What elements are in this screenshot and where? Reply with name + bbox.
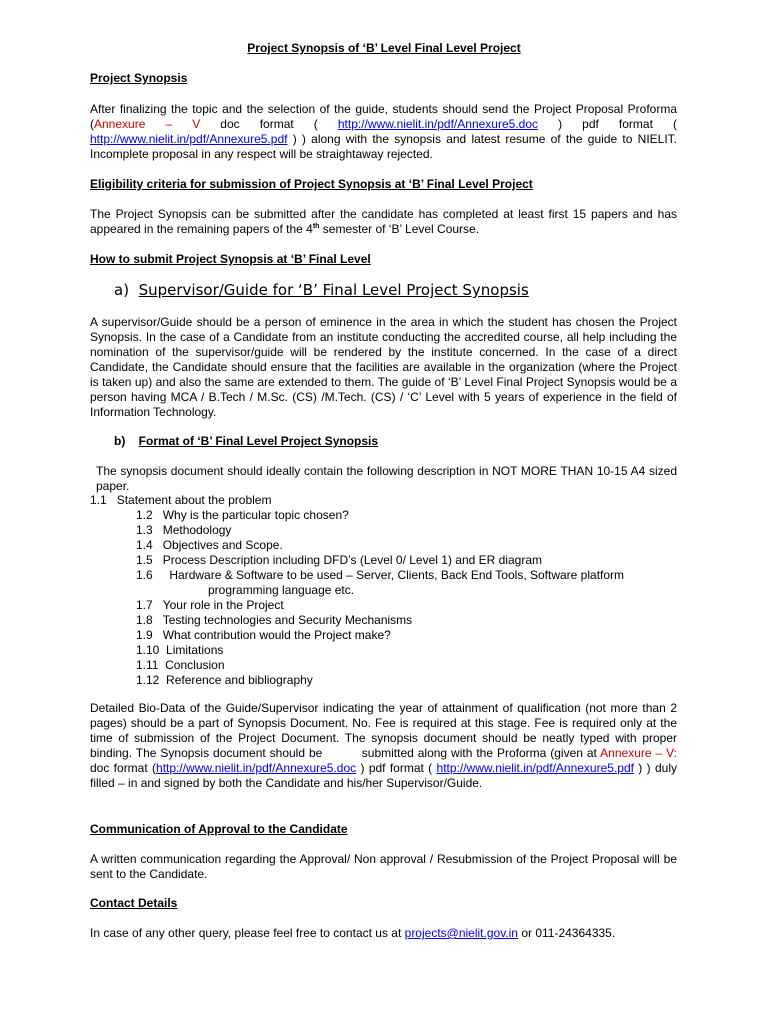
annexure-pdf-link[interactable]: http://www.nielit.in/pdf/Annexure5.pdf — [436, 761, 634, 775]
subsection-title: Format of ‘B’ Final Level Project Synopsis — [138, 434, 379, 448]
annexure-doc-link[interactable]: http://www.nielit.in/pdf/Annexure5.doc — [156, 761, 357, 775]
item-number: 1.12 — [136, 673, 160, 687]
list-item — [136, 523, 231, 538]
list-marker: b) — [114, 434, 126, 448]
item-text: Hardware & Software to be used – Server, Clients, Back End Tools, Software platform — [169, 568, 625, 582]
item-text: Conclusion — [165, 658, 225, 672]
text: doc format ( — [90, 746, 681, 775]
superscript: th — [312, 223, 320, 230]
text: ) ) duly filled – in and signed by both the Candidate and his/her Supervisor/Guide. — [90, 761, 681, 790]
item-number: 1.2 — [136, 508, 153, 522]
list-marker: a) — [114, 281, 130, 299]
annexure-label: Annexure – V — [94, 117, 201, 131]
list-item — [136, 568, 677, 583]
item-text: Testing technologies and Security Mechanisms — [162, 613, 413, 627]
section-heading-approval: Communication of Approval to the Candidate — [90, 822, 348, 836]
list-item — [136, 598, 284, 613]
annexure-doc-link[interactable]: http://www.nielit.in/pdf/Annexure5.doc — [337, 117, 538, 131]
list-item — [90, 493, 271, 508]
annexure-label: Annexure – V: — [600, 746, 677, 760]
item-text: Statement about the problem — [116, 493, 272, 507]
section-heading-contact: Contact Details — [90, 896, 178, 910]
item-number: 1.4 — [136, 538, 153, 552]
text: or 011-24364335. — [517, 926, 616, 940]
paragraph-approval: A written communication regarding the Approval/ Non approval / Resubmission of the Project Proposal will be sent to the Candidate. — [90, 852, 677, 881]
paragraph-project-proposal — [90, 102, 677, 162]
section-heading-project-synopsis: Project Synopsis — [90, 71, 188, 85]
item-number: 1.11 — [136, 658, 159, 672]
item-text: Process Description including DFD’s (Level 0/ Level 1) and ER diagram — [162, 553, 542, 567]
section-heading-eligibility: Eligibility criteria for submission of Project Synopsis at ‘B’ Final Level Project — [90, 177, 533, 191]
email-link[interactable]: projects@nielit.gov.in — [404, 926, 518, 940]
text: ) ) along with the synopsis and latest resume of the guide to NIELIT. Incomplete proposal in any respect will be straightaway rejected. — [90, 132, 677, 161]
item-number: 1.8 — [136, 613, 153, 627]
item-number: 1.5 — [136, 553, 153, 567]
list-item — [136, 508, 349, 523]
annexure-pdf-link[interactable]: http://www.nielit.in/pdf/Annexure5.pdf — [90, 132, 288, 146]
list-item — [136, 553, 542, 568]
paragraph-eligibility — [90, 207, 677, 237]
item-text: Reference and bibliography — [166, 673, 313, 687]
item-number: 1.9 — [136, 628, 153, 642]
paragraph-format-intro: The synopsis document should ideally contain the following description in NOT MORE THAN 10-15 A4 sized paper. — [96, 464, 677, 493]
item-text: Methodology — [162, 523, 232, 537]
item-number: 1.1 — [90, 493, 107, 507]
subsection-heading-format — [114, 434, 378, 449]
item-text: Limitations — [166, 643, 224, 657]
item-text: Why is the particular topic chosen? — [162, 508, 349, 522]
item-text: Objectives and Scope. — [162, 538, 283, 552]
paragraph-contact — [90, 926, 677, 941]
section-heading-how-to-submit: How to submit Project Synopsis at ‘B’ Final Level — [90, 252, 371, 266]
text: In case of any other query, please feel free to contact us at — [90, 926, 405, 940]
item-number: 1.3 — [136, 523, 153, 537]
item-text: Your role in the Project — [162, 598, 284, 612]
list-item — [136, 658, 225, 673]
text: doc format ( — [200, 117, 338, 131]
text: ) pdf format ( — [538, 117, 677, 131]
list-item — [136, 538, 283, 553]
text: ) pdf format ( — [356, 761, 437, 775]
item-number: 1.7 — [136, 598, 153, 612]
list-item — [136, 643, 223, 658]
paragraph-biodata — [90, 701, 681, 791]
text: Detailed Bio-Data of the Guide/Supervisor indicating the year of attainment of qualification (not more than 2 pages) should be a part of Synopsis Document. No. Fee is required at this stage. Fee is required only at the time of submission of the Project Document. The synopsis document should be neatly typed with proper binding. The Synopsis document should be submitted along with the Proforma (given at — [90, 701, 681, 760]
list-item — [136, 628, 391, 643]
text: The Project Synopsis can be submitted after the candidate has completed at least first 15 papers and has appeared in the remaining papers of the 4 — [90, 207, 677, 236]
text: semester of ‘B’ Level Course. — [319, 222, 480, 236]
list-item — [136, 613, 412, 628]
subsection-title: Supervisor/Guide for ‘B’ Final Level Project Synopsis — [138, 281, 529, 299]
list-item-continuation: programming language etc. — [208, 583, 355, 597]
document-title: Project Synopsis of ‘B’ Level Final Level Project — [247, 41, 521, 55]
text: After finalizing the topic and the selection of the guide, students should send the Project Proposal Proforma ( — [90, 102, 677, 131]
item-number: 1.10 — [136, 643, 160, 657]
item-number: 1.6 — [136, 568, 153, 582]
subsection-heading-supervisor — [114, 281, 529, 299]
list-item — [136, 673, 313, 688]
item-text: What contribution would the Project make? — [162, 628, 391, 642]
paragraph-supervisor: A supervisor/Guide should be a person of eminence in the area in which the student has chosen the Project Synopsis. In the case of a Candidate from an institute conducting the accredited course, all help including the nomination of the supervisor/guide will be rendered by the institute concerned. In the case of a direct Candidate, the Candidate should ensure that the facilities are available in the organization (where the Project is taken up) and also the same are extended to them. The guide of ‘B’ Level Final Project Synopsis would be a person having MCA / B.Tech / M.Sc. (CS) /M.Tech. (CS) / ‘C’ Level with 5 years of experience in the field of Information Technology. — [90, 315, 677, 419]
